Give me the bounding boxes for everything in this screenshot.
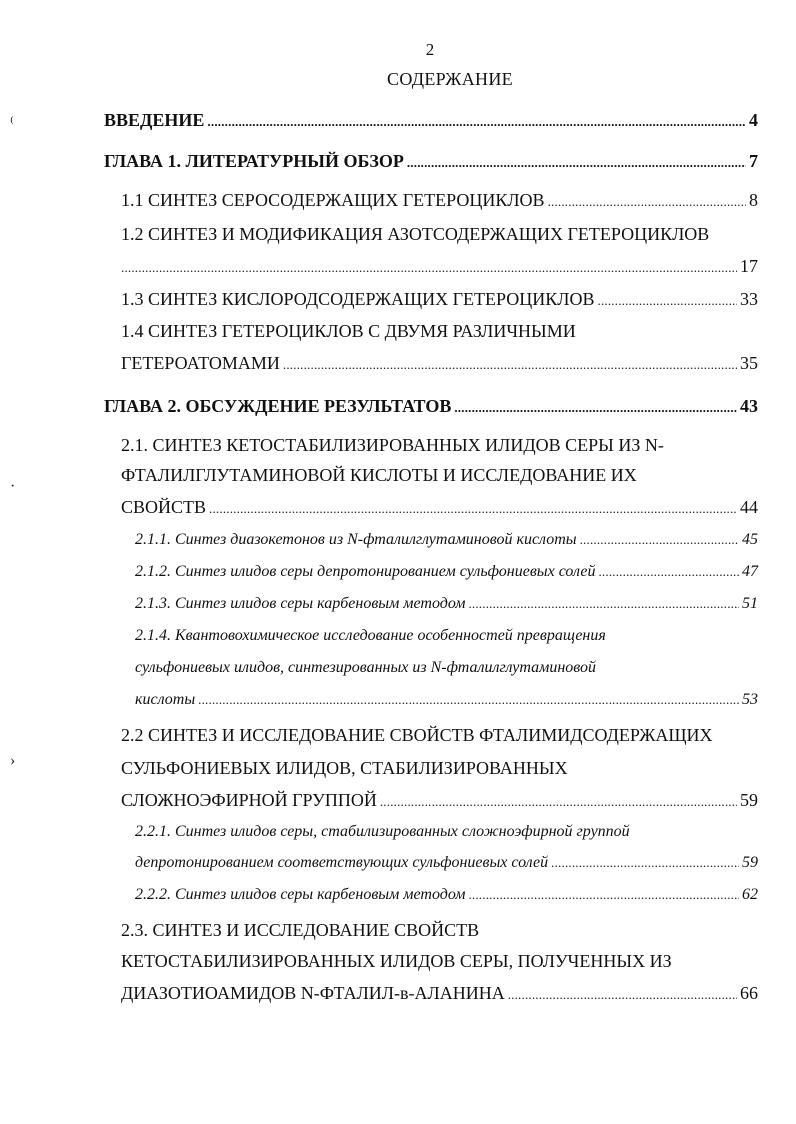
toc-entry-2-1-4[interactable]: кислоты ..... 53 [135, 691, 758, 709]
toc-entry-2-1-3[interactable]: 2.1.3. Синтез илидов серы карбеновым методом ..... 51 [135, 595, 758, 613]
toc-entry-2-2-1[interactable]: депротонированием соответствующих сульфониевых солей ..... 59 [135, 854, 758, 872]
scan-mark: · [10, 478, 16, 495]
toc-entry-1-4-title[interactable]: 1.4 СИНТЕЗ ГЕТЕРОЦИКЛОВ С ДВУМЯ РАЗЛИЧНЫМИ [121, 321, 576, 341]
toc-entry-2-1-line2[interactable]: ФТАЛИЛГЛУТАМИНОВОЙ КИСЛОТЫ И ИССЛЕДОВАНИЕ ИХ [121, 465, 637, 485]
toc-entry-chapter-1[interactable]: ГЛАВА 1. ЛИТЕРАТУРНЫЙ ОБЗОР ..... 7 [104, 151, 758, 172]
toc-entry-chapter-2[interactable]: ГЛАВА 2. ОБСУЖДЕНИЕ РЕЗУЛЬТАТОВ ..... 43 [104, 396, 758, 417]
toc-entry-1-4[interactable]: ГЕТЕРОАТОМАМИ ..... 35 [121, 353, 758, 374]
scan-mark: ⁽ [10, 115, 14, 132]
page-number: 2 [425, 40, 435, 59]
toc-entry-1-3[interactable]: 1.3 СИНТЕЗ КИСЛОРОДСОДЕРЖАЩИХ ГЕТЕРОЦИКЛОВ ..... 33 [121, 289, 758, 310]
toc-entry-1-2[interactable]: ..... 17 [121, 256, 758, 277]
toc-entry-2-3-line1[interactable]: 2.3. СИНТЕЗ И ИССЛЕДОВАНИЕ СВОЙСТВ [121, 920, 480, 940]
toc-entry-1-1[interactable]: 1.1 СИНТЕЗ СЕРОСОДЕРЖАЩИХ ГЕТЕРОЦИКЛОВ ..... 8 [121, 190, 758, 211]
scan-mark: › [10, 752, 16, 769]
toc-entry-1-2-title[interactable]: 1.2 СИНТЕЗ И МОДИФИКАЦИЯ АЗОТСОДЕРЖАЩИХ ГЕТЕРОЦИКЛОВ [121, 224, 710, 244]
toc-entry-2-1-4-line1[interactable]: 2.1.4. Квантовохимическое исследование особенностей превращения [135, 627, 606, 644]
toc-entry-2-1-2[interactable]: 2.1.2. Синтез илидов серы депротонированием сульфониевых солей ..... 47 [135, 563, 758, 581]
toc-entry-2-2-line2[interactable]: СУЛЬФОНИЕВЫХ ИЛИДОВ, СТАБИЛИЗИРОВАННЫХ [121, 758, 568, 778]
toc-entry-2-1-4-line2[interactable]: сульфониевых илидов, синтезированных из N-фталилглутаминовой [135, 659, 597, 676]
toc-entry-2-2[interactable]: СЛОЖНОЭФИРНОЙ ГРУППОЙ ..... 59 [121, 790, 758, 811]
page-title: СОДЕРЖАНИЕ [387, 69, 513, 89]
toc-entry-2-3-line2[interactable]: КЕТОСТАБИЛИЗИРОВАННЫХ ИЛИДОВ СЕРЫ, ПОЛУЧЕННЫХ ИЗ [121, 951, 672, 971]
toc-entry-2-1-1[interactable]: 2.1.1. Синтез диазокетонов из N-фталилглутаминовой кислоты ..... 45 [135, 531, 758, 549]
toc-entry-2-1-line1[interactable]: 2.1. СИНТЕЗ КЕТОСТАБИЛИЗИРОВАННЫХ ИЛИДОВ СЕРЫ ИЗ N- [121, 435, 664, 455]
toc-entry-2-1[interactable]: СВОЙСТВ ..... 44 [121, 497, 758, 518]
toc-entry-intro[interactable]: ВВЕДЕНИЕ ..... 4 [104, 110, 758, 131]
toc-entry-2-2-line1[interactable]: 2.2 СИНТЕЗ И ИССЛЕДОВАНИЕ СВОЙСТВ ФТАЛИМИДСОДЕРЖАЩИХ [121, 725, 713, 745]
toc-entry-2-2-2[interactable]: 2.2.2. Синтез илидов серы карбеновым методом ..... 62 [135, 886, 758, 904]
toc-entry-2-3[interactable]: ДИАЗОТИОАМИДОВ N-ФТАЛИЛ-в-АЛАНИНА ..... 66 [121, 983, 758, 1004]
toc-entry-2-2-1-line1[interactable]: 2.2.1. Синтез илидов серы, стабилизированных сложноэфирной группой [135, 823, 630, 840]
